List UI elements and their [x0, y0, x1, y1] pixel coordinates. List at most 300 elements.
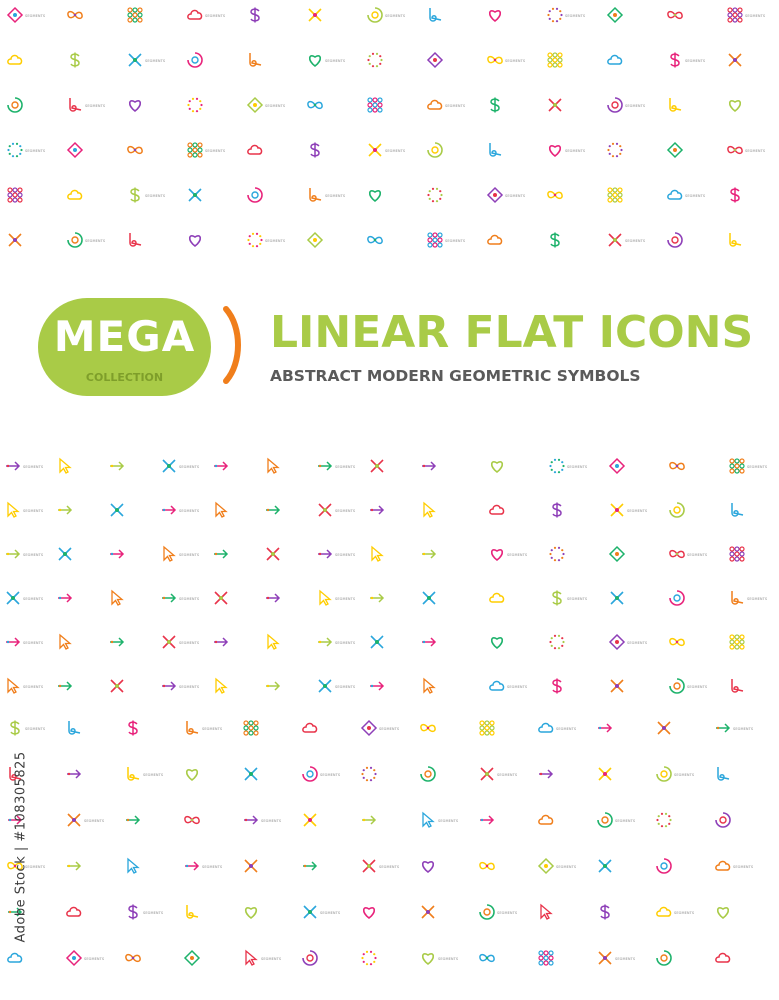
page-subtitle: ABSTRACT MODERN GEOMETRIC SYMBOLS — [270, 367, 641, 385]
icon-tile — [66, 184, 106, 212]
diamond-icon — [608, 457, 626, 475]
icon-tile — [301, 717, 341, 745]
icon-tile — [246, 229, 286, 257]
dollar-icon — [548, 501, 566, 519]
dots-ring-icon — [186, 96, 204, 114]
arrow-icon — [212, 545, 230, 563]
icon-tile — [666, 4, 706, 32]
icon-tile — [426, 94, 466, 122]
ring-icon — [714, 811, 732, 829]
cloud-icon — [606, 51, 624, 69]
dollar-icon — [6, 719, 24, 737]
arrow-icon — [420, 545, 438, 563]
icon-caption: SEGMENTS — [615, 957, 636, 961]
icon-tile — [666, 49, 706, 77]
ring-icon — [186, 51, 204, 69]
icon-tile — [301, 901, 341, 929]
icon-tile — [360, 855, 400, 883]
icon-tile — [728, 675, 768, 703]
icon-tile — [4, 455, 44, 483]
page-title: LINEAR FLAT ICONS — [270, 307, 754, 358]
icon-tile — [108, 631, 148, 659]
icon-tile — [108, 543, 148, 571]
icon-tile — [306, 4, 346, 32]
icon-caption: SEGMENTS — [261, 957, 282, 961]
icon-caption: SEGMENTS — [84, 819, 105, 823]
icon-tile — [368, 455, 408, 483]
icon-tile — [246, 4, 286, 32]
icon-tile — [56, 455, 96, 483]
icon-tile — [183, 717, 223, 745]
heart-icon — [242, 903, 260, 921]
icon-tile — [126, 184, 166, 212]
icon-tile — [183, 855, 223, 883]
icon-tile — [66, 139, 106, 167]
icon-tile — [486, 139, 526, 167]
arrow-icon — [264, 501, 282, 519]
icon-caption: SEGMENTS — [625, 239, 646, 243]
icon-tile — [728, 587, 768, 615]
ring-icon — [419, 765, 437, 783]
icon-tile — [124, 809, 164, 837]
icon-caption: SEGMENTS — [335, 641, 356, 645]
icon-caption: SEGMENTS — [507, 553, 528, 557]
arrow-icon — [368, 677, 386, 695]
heart-icon — [366, 186, 384, 204]
icon-caption: SEGMENTS — [733, 865, 754, 869]
icon-caption: SEGMENTS — [179, 597, 200, 601]
icon-tile — [6, 4, 46, 32]
icon-tile — [368, 675, 408, 703]
icon-tile — [6, 717, 46, 745]
loop-icon — [66, 96, 84, 114]
cursor-icon — [124, 857, 142, 875]
cross-icon — [478, 765, 496, 783]
icon-caption: SEGMENTS — [567, 597, 588, 601]
diamond-icon — [666, 141, 684, 159]
icon-tile — [56, 543, 96, 571]
heart-icon — [419, 949, 437, 967]
icon-caption: SEGMENTS — [335, 553, 356, 557]
icon-tile — [419, 901, 459, 929]
loop-icon — [246, 51, 264, 69]
loop-icon — [306, 186, 324, 204]
loop-icon — [65, 719, 83, 737]
cloud-icon — [486, 231, 504, 249]
icon-tile — [488, 499, 528, 527]
cursor-icon — [420, 677, 438, 695]
cross-icon — [212, 589, 230, 607]
icon-tile — [548, 631, 588, 659]
icon-tile — [606, 229, 646, 257]
icon-tile — [316, 587, 356, 615]
arrow-icon — [368, 501, 386, 519]
icon-tile — [242, 717, 282, 745]
arrow-icon — [714, 719, 732, 737]
icon-caption: SEGMENTS — [179, 553, 200, 557]
icon-caption: SEGMENTS — [438, 819, 459, 823]
ring-icon — [668, 677, 686, 695]
dots-ring-icon — [360, 765, 378, 783]
loop-icon — [728, 501, 746, 519]
icon-caption: SEGMENTS — [556, 727, 577, 731]
icon-tile — [546, 94, 586, 122]
icon-tile — [608, 675, 648, 703]
icon-caption: SEGMENTS — [179, 509, 200, 513]
arrow-icon — [596, 719, 614, 737]
cursor-icon — [420, 501, 438, 519]
icon-caption: SEGMENTS — [202, 727, 223, 731]
icon-tile — [126, 94, 166, 122]
icon-tile — [655, 809, 695, 837]
icon-tile — [537, 809, 577, 837]
icon-caption: SEGMENTS — [261, 819, 282, 823]
icon-tile — [65, 717, 105, 745]
cursor-icon — [419, 811, 437, 829]
icon-tile — [212, 455, 252, 483]
icon-tile — [728, 455, 768, 483]
ring-icon — [301, 949, 319, 967]
diamond-icon — [608, 545, 626, 563]
icon-caption: SEGMENTS — [23, 465, 44, 469]
icon-caption: SEGMENTS — [335, 685, 356, 689]
icon-tile — [368, 543, 408, 571]
icon-tile — [56, 675, 96, 703]
icon-tile — [65, 855, 105, 883]
infinity-icon — [668, 633, 686, 651]
grid-dots-icon — [728, 633, 746, 651]
arrow-icon — [212, 457, 230, 475]
cross-icon — [65, 811, 83, 829]
icon-caption: SEGMENTS — [747, 597, 768, 601]
icon-tile — [726, 229, 766, 257]
icon-tile — [360, 717, 400, 745]
loop-icon — [728, 677, 746, 695]
icon-tile — [419, 947, 459, 975]
loop-icon — [426, 6, 444, 24]
arrow-icon — [264, 677, 282, 695]
infinity-icon — [306, 96, 324, 114]
cursor-icon — [160, 545, 178, 563]
diamond-icon — [183, 949, 201, 967]
cross-icon — [608, 501, 626, 519]
cross-icon — [368, 633, 386, 651]
ring-icon — [478, 903, 496, 921]
cloud-icon — [65, 903, 83, 921]
icon-tile — [726, 4, 766, 32]
icon-tile — [160, 543, 200, 571]
icon-tile — [655, 855, 695, 883]
dollar-icon — [486, 96, 504, 114]
icon-tile — [666, 229, 706, 257]
icon-tile — [655, 901, 695, 929]
icon-tile — [368, 587, 408, 615]
heart-icon — [186, 231, 204, 249]
icon-tile — [65, 763, 105, 791]
icon-tile — [548, 499, 588, 527]
cross-icon — [316, 501, 334, 519]
icon-tile — [608, 455, 648, 483]
cloud-icon — [66, 186, 84, 204]
icon-tile — [546, 184, 586, 212]
icon-tile — [242, 809, 282, 837]
icon-tile — [56, 587, 96, 615]
icon-tile — [546, 229, 586, 257]
ring-icon — [6, 96, 24, 114]
icon-tile — [488, 455, 528, 483]
heart-icon — [486, 6, 504, 24]
dots-ring-icon — [366, 51, 384, 69]
cloud-icon — [488, 589, 506, 607]
icon-tile — [108, 587, 148, 615]
cloud-icon — [537, 719, 555, 737]
loop-icon — [728, 589, 746, 607]
icon-tile — [4, 675, 44, 703]
arrow-icon — [108, 457, 126, 475]
cursor-icon — [368, 545, 386, 563]
icon-tile — [264, 675, 304, 703]
icon-caption: SEGMENTS — [747, 465, 768, 469]
icon-tile — [419, 855, 459, 883]
icon-tile — [420, 675, 460, 703]
icon-caption: SEGMENTS — [143, 773, 164, 777]
icon-tile — [186, 94, 226, 122]
icon-tile — [606, 49, 646, 77]
icon-tile — [666, 139, 706, 167]
icon-caption: SEGMENTS — [23, 553, 44, 557]
diamond-icon — [6, 6, 24, 24]
icon-tile — [728, 543, 768, 571]
cross-icon — [655, 719, 673, 737]
icon-tile — [488, 631, 528, 659]
infinity-icon — [478, 949, 496, 967]
icon-tile — [537, 855, 577, 883]
icon-tile — [316, 631, 356, 659]
icon-tile — [56, 631, 96, 659]
icon-tile — [242, 855, 282, 883]
cross-icon — [726, 51, 744, 69]
ring-icon — [655, 765, 673, 783]
icon-tile — [56, 499, 96, 527]
icon-caption: SEGMENTS — [615, 819, 636, 823]
cloud-icon — [666, 186, 684, 204]
cross-icon — [108, 501, 126, 519]
heart-icon — [714, 903, 732, 921]
cursor-icon — [108, 589, 126, 607]
cloud-icon — [301, 719, 319, 737]
icon-tile — [368, 631, 408, 659]
icon-tile — [426, 229, 466, 257]
icon-caption: SEGMENTS — [625, 104, 646, 108]
dots-ring-icon — [548, 457, 566, 475]
icon-tile — [478, 717, 518, 745]
icon-caption: SEGMENTS — [320, 911, 341, 915]
icon-caption: SEGMENTS — [685, 59, 706, 63]
arrow-icon — [316, 457, 334, 475]
icon-caption: SEGMENTS — [335, 597, 356, 601]
bracket-icon — [220, 305, 250, 385]
icon-tile — [126, 49, 166, 77]
icon-caption: SEGMENTS — [23, 509, 44, 513]
icon-tile — [537, 717, 577, 745]
icon-tile — [486, 4, 526, 32]
icon-tile — [366, 49, 406, 77]
icon-tile — [478, 901, 518, 929]
grid-dots-icon — [126, 6, 144, 24]
icon-tile — [301, 947, 341, 975]
icon-tile — [419, 763, 459, 791]
dots-ring-icon — [548, 545, 566, 563]
ring-icon — [606, 96, 624, 114]
dollar-icon — [124, 719, 142, 737]
arrow-icon — [124, 811, 142, 829]
icon-tile — [606, 139, 646, 167]
icon-tile — [596, 855, 636, 883]
cloud-icon — [488, 501, 506, 519]
icon-caption: SEGMENTS — [179, 465, 200, 469]
loop-icon — [183, 903, 201, 921]
icon-tile — [596, 763, 636, 791]
infinity-icon — [668, 457, 686, 475]
infinity-icon — [66, 6, 84, 24]
cloud-icon — [6, 51, 24, 69]
icon-tile — [66, 229, 106, 257]
icon-tile — [596, 809, 636, 837]
icon-tile — [306, 139, 346, 167]
diamond-icon — [426, 51, 444, 69]
cloud-icon — [246, 141, 264, 159]
cross-icon — [242, 857, 260, 875]
icon-caption: SEGMENTS — [556, 865, 577, 869]
diamond-icon — [486, 186, 504, 204]
grid-dots-icon — [478, 719, 496, 737]
infinity-icon — [419, 719, 437, 737]
grid-dots-icon — [426, 231, 444, 249]
infinity-icon — [486, 51, 504, 69]
icon-caption: SEGMENTS — [23, 685, 44, 689]
dots-ring-icon — [548, 633, 566, 651]
icon-tile — [728, 631, 768, 659]
icon-tile — [126, 4, 166, 32]
icon-caption: SEGMENTS — [23, 641, 44, 645]
icon-tile — [301, 809, 341, 837]
icon-tile — [366, 229, 406, 257]
icon-tile — [596, 901, 636, 929]
grid-dots-icon — [546, 51, 564, 69]
icon-tile — [6, 94, 46, 122]
icon-tile — [160, 631, 200, 659]
mega-label: MEGA — [53, 312, 196, 361]
icon-caption: SEGMENTS — [205, 149, 226, 153]
icon-tile — [668, 587, 708, 615]
arrow-icon — [160, 589, 178, 607]
icon-caption: SEGMENTS — [385, 149, 406, 153]
cross-icon — [419, 903, 437, 921]
icon-caption: SEGMENTS — [145, 59, 166, 63]
icon-tile — [714, 717, 754, 745]
icon-caption: SEGMENTS — [505, 59, 526, 63]
icon-caption: SEGMENTS — [505, 194, 526, 198]
ring-icon — [666, 231, 684, 249]
arrow-icon — [160, 501, 178, 519]
icon-tile — [183, 763, 223, 791]
icon-tile — [714, 901, 754, 929]
icon-tile — [608, 587, 648, 615]
arrow-icon — [316, 545, 334, 563]
icon-caption: SEGMENTS — [445, 104, 466, 108]
icon-tile — [160, 675, 200, 703]
icon-tile — [124, 901, 164, 929]
infinity-icon — [183, 811, 201, 829]
icon-tile — [546, 49, 586, 77]
icon-tile — [360, 947, 400, 975]
icon-tile — [124, 717, 164, 745]
ring-icon — [66, 231, 84, 249]
icon-tile — [246, 139, 286, 167]
icon-tile — [366, 4, 406, 32]
heart-icon — [488, 457, 506, 475]
icon-tile — [478, 855, 518, 883]
icon-caption: SEGMENTS — [687, 685, 708, 689]
icon-tile — [548, 587, 588, 615]
icon-caption: SEGMENTS — [202, 865, 223, 869]
icon-tile — [546, 4, 586, 32]
icon-tile — [66, 94, 106, 122]
icon-tile — [488, 587, 528, 615]
dots-ring-icon — [246, 231, 264, 249]
icon-tile — [596, 947, 636, 975]
icon-tile — [426, 139, 466, 167]
icon-caption: SEGMENTS — [565, 149, 586, 153]
grid-dots-icon — [537, 949, 555, 967]
icon-tile — [108, 675, 148, 703]
icon-tile — [66, 4, 106, 32]
icon-tile — [548, 543, 588, 571]
icon-tile — [160, 499, 200, 527]
diamond-icon — [537, 857, 555, 875]
cross-icon — [316, 677, 334, 695]
icon-tile — [608, 499, 648, 527]
icon-tile — [368, 499, 408, 527]
dollar-icon — [546, 231, 564, 249]
cloud-icon — [6, 949, 24, 967]
icon-caption: SEGMENTS — [320, 773, 341, 777]
icon-caption: SEGMENTS — [674, 773, 695, 777]
icon-tile — [478, 763, 518, 791]
icon-tile — [301, 763, 341, 791]
icon-tile — [419, 717, 459, 745]
grid-dots-icon — [726, 6, 744, 24]
icon-tile — [316, 455, 356, 483]
icon-caption: SEGMENTS — [85, 239, 106, 243]
ring-icon — [668, 501, 686, 519]
icon-tile — [537, 947, 577, 975]
arrow-icon — [316, 633, 334, 651]
icon-tile — [264, 499, 304, 527]
icon-caption: SEGMENTS — [745, 14, 766, 18]
arrow-icon — [420, 633, 438, 651]
arrow-icon — [183, 857, 201, 875]
icon-tile — [186, 4, 226, 32]
icon-tile — [606, 184, 646, 212]
cross-icon — [360, 857, 378, 875]
icon-caption: SEGMENTS — [438, 957, 459, 961]
icon-tile — [6, 49, 46, 77]
icon-tile — [537, 763, 577, 791]
cloud-icon — [655, 903, 673, 921]
icon-tile — [366, 184, 406, 212]
ring-icon — [655, 857, 673, 875]
